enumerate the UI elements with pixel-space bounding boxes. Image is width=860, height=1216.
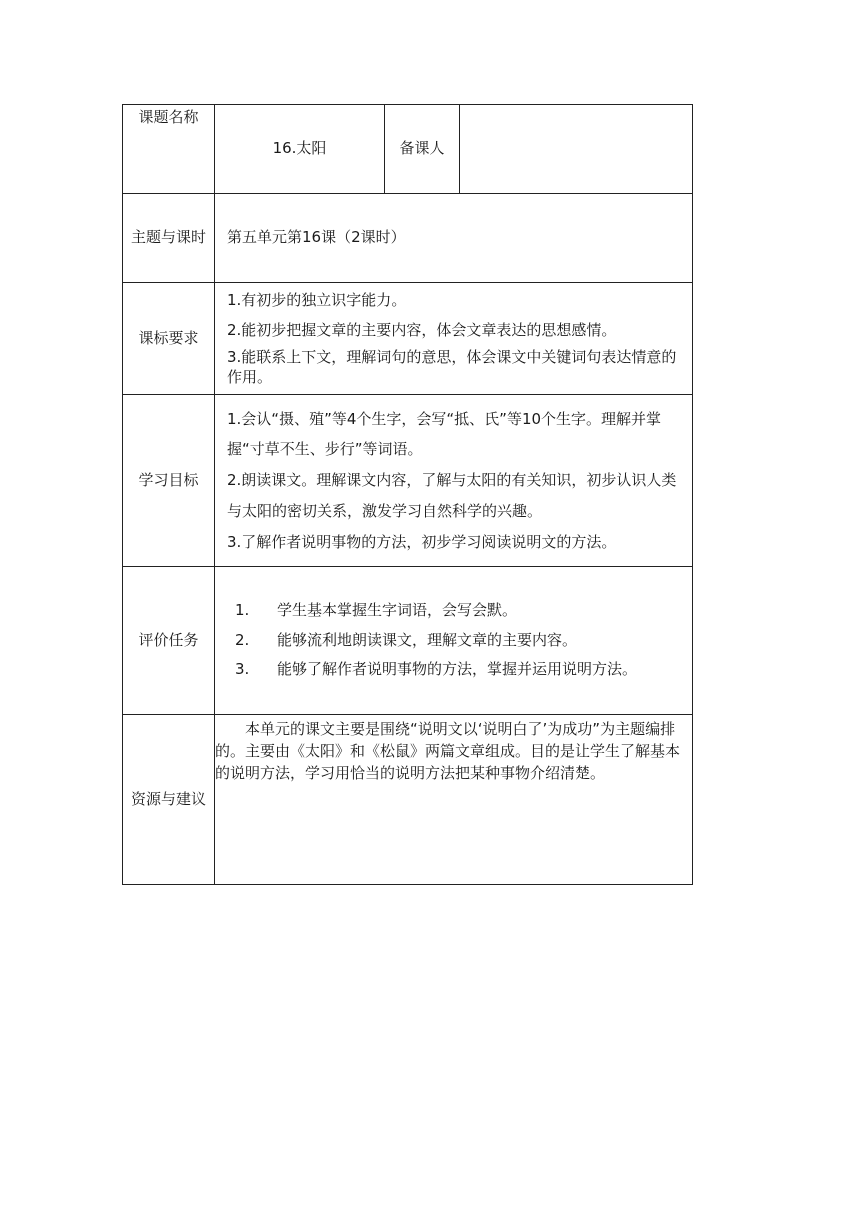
- curriculum-item: 3.能联系上下文，理解词句的意思，体会课文中关键词句表达情意的作用。: [227, 347, 677, 386]
- row-learning-goals: [123, 395, 693, 567]
- resources-label: 资源与建议: [123, 715, 215, 885]
- curriculum-item: 2.能初步把握文章的主要内容，体会文章表达的思想感情。: [227, 320, 617, 339]
- goal-item: 3.了解作者说明事物的方法，初步学习阅读说明文的方法。: [227, 532, 617, 551]
- goal-item: 1.会认“摄、殖”等4个生字，会写“抵、氏”等10个生字。理解并掌握“寸草不生、步行”等词语。: [227, 409, 662, 459]
- goals-label: 学习目标: [123, 395, 215, 567]
- lesson-title-value: 16.太阳: [215, 105, 385, 194]
- assessment-content: [215, 567, 693, 715]
- preparer-label: 备课人: [385, 105, 460, 194]
- resources-text: 本单元的课文主要是围绕“说明文以‘说明白了’为成功”为主题编排的。主要由《太阳》和《松鼠》两篇文章组成。目的是让学生了解基本的说明方法，学习用恰当的说明方法把某种事物介绍清楚。: [215, 715, 693, 885]
- goal-item: 2.朗读课文。理解课文内容，了解与太阳的有关知识，初步认识人类与太阳的密切关系，激发学习自然科学的兴趣。: [227, 471, 677, 520]
- row-resources: [123, 715, 693, 885]
- curriculum-content: [215, 283, 693, 395]
- row-curriculum: [123, 283, 693, 395]
- curriculum-item: 1.有初步的独立识字能力。: [227, 291, 407, 309]
- theme-value: 第五单元第16课（2课时）: [215, 194, 693, 283]
- curriculum-label: 课标要求: [123, 283, 215, 395]
- lesson-plan-table: [122, 104, 693, 885]
- row-theme-periods: [123, 194, 693, 283]
- assessment-item: 3. 能够了解作者说明事物的方法，掌握并运用说明方法。: [235, 660, 638, 679]
- assessment-list: [219, 600, 688, 681]
- assessment-item: 2. 能够流利地朗读课文，理解文章的主要内容。: [235, 630, 578, 649]
- assessment-label: 评价任务: [123, 567, 215, 715]
- goals-content: [215, 395, 693, 567]
- assessment-item: 1. 学生基本掌握生字词语，会写会默。: [235, 600, 518, 619]
- preparer-value: [460, 105, 693, 194]
- theme-label: 主题与课时: [123, 194, 215, 283]
- row-assessment: [123, 567, 693, 715]
- row-lesson-title: [123, 105, 693, 194]
- lesson-title-label: 课题名称: [123, 105, 215, 194]
